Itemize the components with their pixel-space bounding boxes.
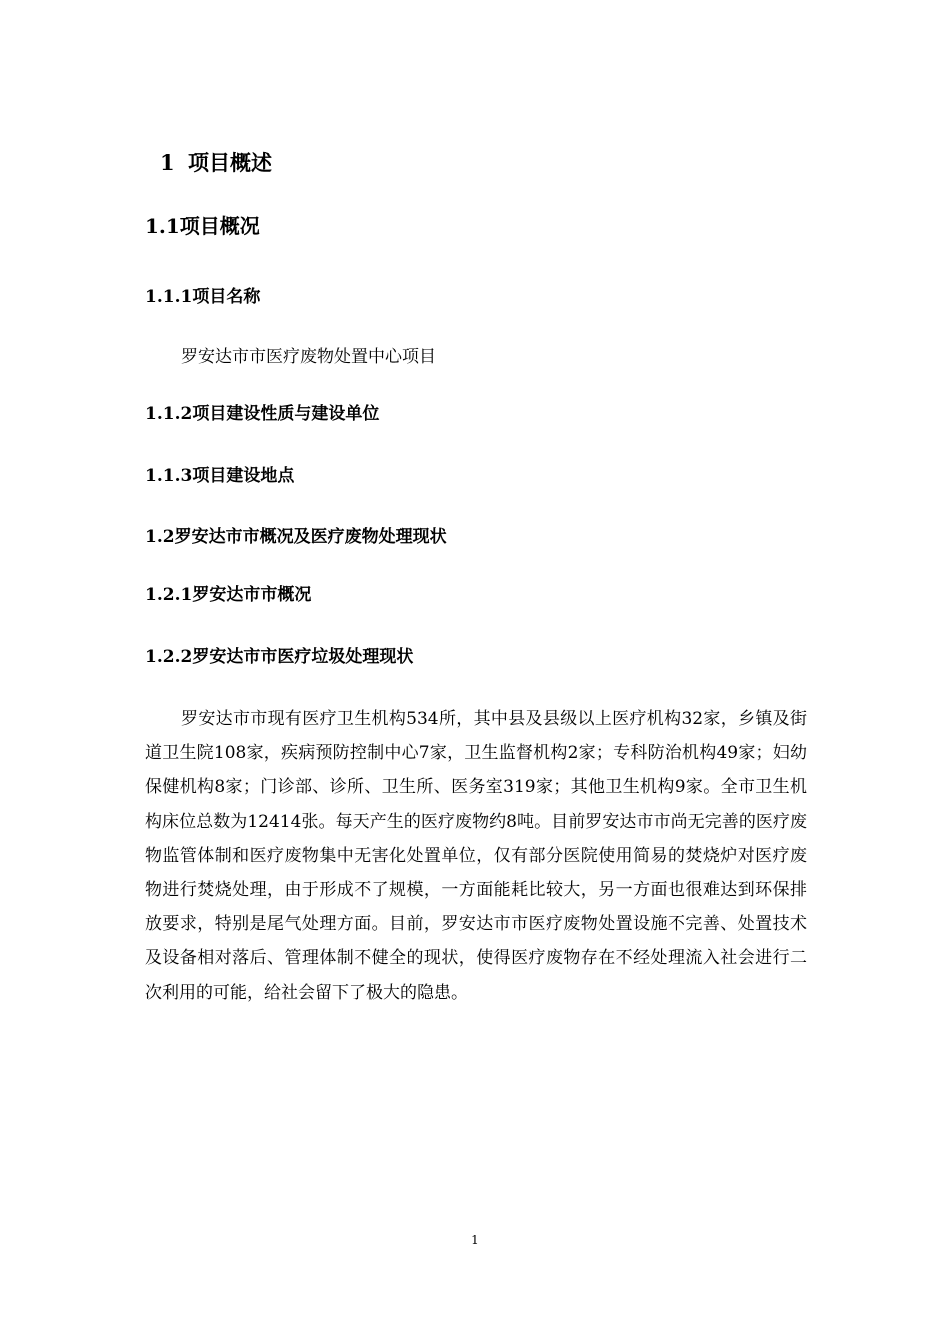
- chapter-heading: [160, 148, 272, 178]
- section-heading-1-2: 1.2罗安达市市概况及医疗废物处理现状: [145, 527, 447, 547]
- subsection-heading-1-2-2: 1.2.2罗安达市市医疗垃圾处理现状: [145, 647, 414, 667]
- page-number: 1: [471, 1233, 479, 1247]
- section-heading-1-1: 1.1项目概况: [145, 214, 260, 238]
- medical-waste-status-paragraph: 罗安达市市现有医疗卫生机构534所，其中县及县级以上医疗机构32家，乡镇及街道卫生院108家，疾病预防控制中心7家，卫生监督机构2家；专科防治机构49家；妇幼保健机构8家；门诊部、诊所、卫生所、医务室319家；其他卫生机构9家。全市卫生机构床位总数为12414张。每天产生的医疗废物约8吨。目前罗安达市市尚无完善的医疗废物监管体制和医疗废物集中无害化处置单位，仅有部分医院使用简易的焚烧炉对医疗废物进行焚烧处理，由于形成不了规模，一方面能耗比较大，另一方面也很难达到环保排放要求，特别是尾气处理方面。目前，罗安达市市医疗废物处置设施不完善、处置技术及设备相对落后、管理体制不健全的现状，使得医疗废物存在不经处理流入社会进行二次利用的可能，给社会留下了极大的隐患。: [145, 709, 807, 1003]
- chapter-number: 1: [160, 150, 175, 175]
- subsection-heading-1-1-3: 1.1.3项目建设地点: [145, 466, 295, 486]
- subsection-heading-1-1-1: 1.1.1项目名称: [145, 287, 261, 307]
- subsection-heading-1-2-1: 1.2.1罗安达市市概况: [145, 585, 312, 605]
- project-name-paragraph: 罗安达市市医疗废物处置中心项目: [181, 347, 436, 367]
- subsection-heading-1-1-2: 1.1.2项目建设性质与建设单位: [145, 404, 380, 424]
- chapter-title: 项目概述: [188, 150, 272, 175]
